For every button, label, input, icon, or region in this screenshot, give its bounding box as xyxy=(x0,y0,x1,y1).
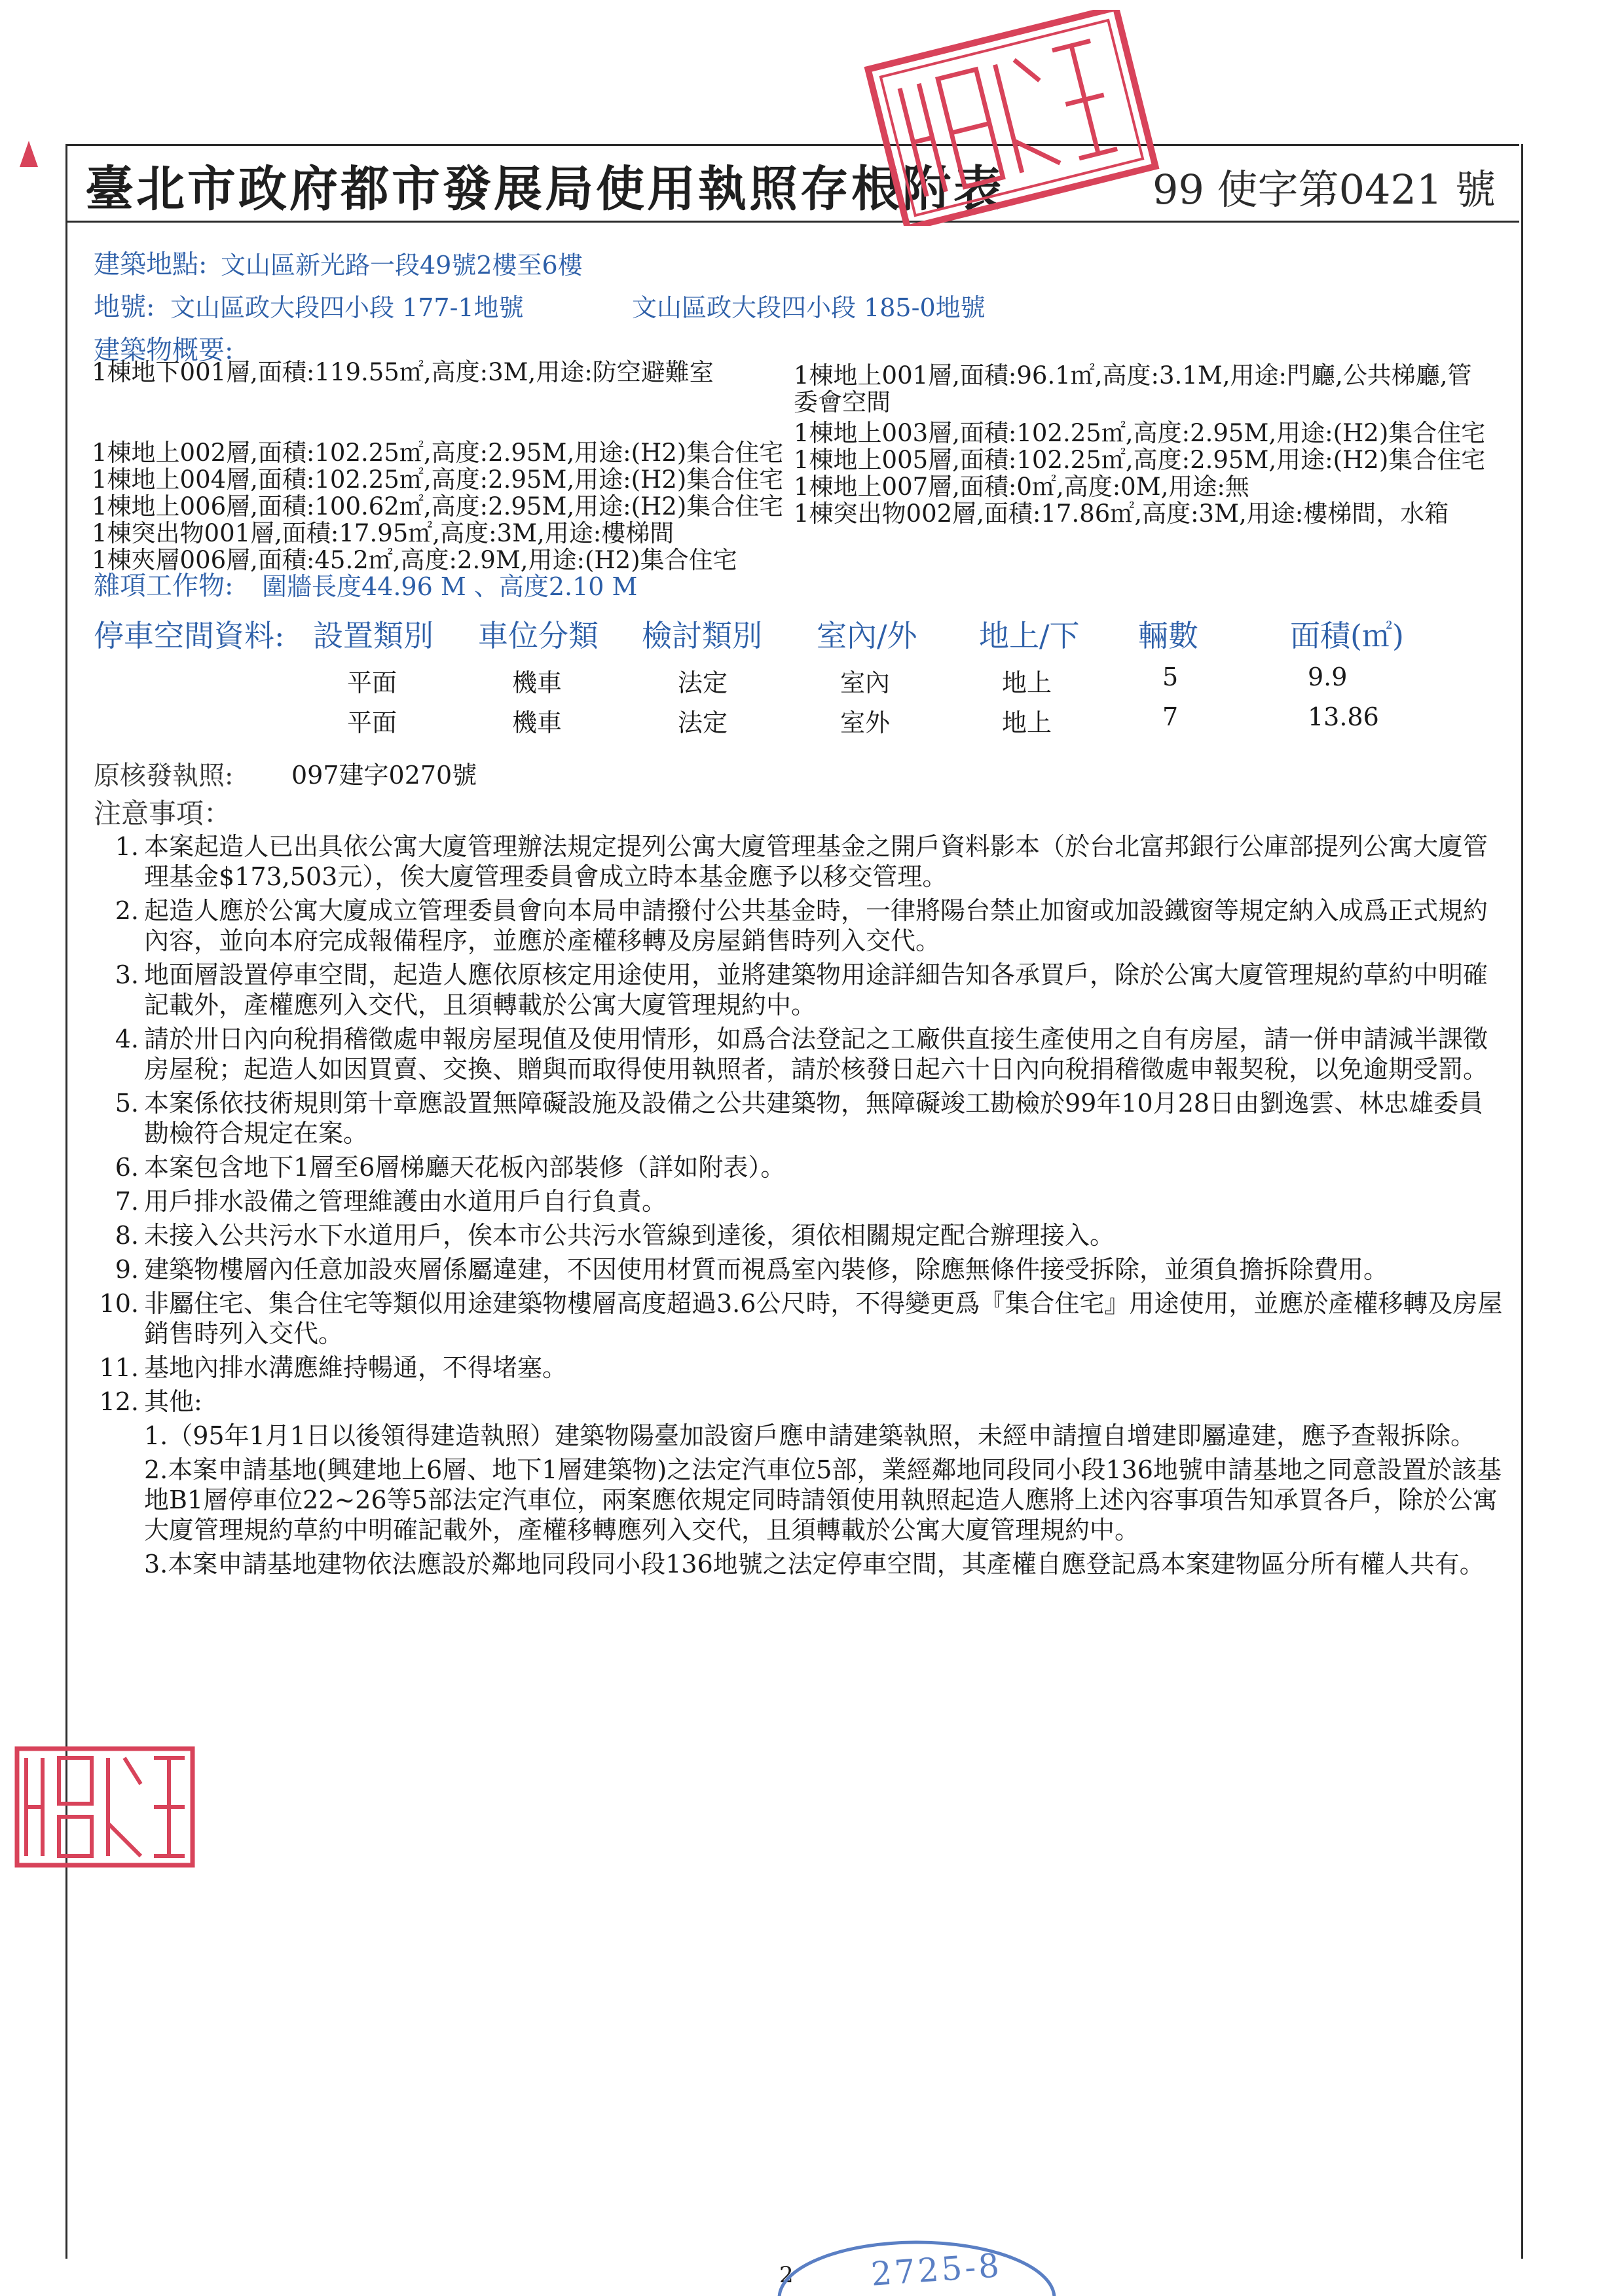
note-sub-item: 2.本案申請基地(興建地上6層、地下1層建築物)之法定汽車位5部，業經鄰地同段同小段136地號申請基地之同意設置於該基地B1層停車位22~26等5部法定汽車位，兩案應依規定同時請領使用執照起造人應將上述內容事項告知承買各戶，除於公寓大廈管理規約草約中明確記載外，產權移轉應列入交代，且須轉載於公寓大廈管理規約中。 xyxy=(144,1455,1502,1544)
original-permit-label: 原核發執照: xyxy=(94,761,234,791)
note-text: 地面層設置停車空間，起造人應依原核定用途使用，並將建築物用途詳細告知各承買戶，除於公寓大廈管理規約草約中明確記載外，產權應列入交代，且須轉載於公寓大廈管理規約中。 xyxy=(144,960,1488,1019)
note-text: 起造人應於公寓大廈成立管理委員會向本局申請撥付公共基金時，一律將陽台禁止加窗或加設鐵窗等規定納入成爲正式規約內容，並向本府完成報備程序，並應於產權移轉及房屋銷售時列入交代。 xyxy=(144,896,1488,955)
note-item xyxy=(98,1353,1506,1383)
note-number: 4. xyxy=(115,1025,139,1053)
note-number: 2. xyxy=(115,896,139,925)
note-text: 基地內排水溝應維持暢通，不得堵塞。 xyxy=(144,1353,568,1382)
note-item xyxy=(98,1186,1506,1216)
summary-right-line: 1棟突出物002層,面積:17.86㎡,高度:3M,用途:樓梯間，水箱 xyxy=(794,500,1449,528)
parking-header-cell: 室內/外 xyxy=(817,618,917,653)
parking-cell: 法定 xyxy=(678,708,728,737)
parking-cell: 地上 xyxy=(1002,668,1052,697)
misc-work-value: 圍牆長度44.96 M 、高度2.10 M xyxy=(262,572,638,601)
original-permit-value: 097建字0270號 xyxy=(291,761,477,790)
note-item xyxy=(98,1288,1506,1349)
note-text: 本案包含地下1層至6層梯廳天花板內部裝修（詳如附表）。 xyxy=(144,1153,786,1182)
note-item xyxy=(98,896,1506,956)
note-sub-item: 1.（95年1月1日以後領得建造執照）建築物陽臺加設窗戶應申請建築執照，未經申請擅自增建即屬違建，應予查報拆除。 xyxy=(144,1421,1475,1450)
margin-mark xyxy=(20,141,38,167)
parking-cell: 5 xyxy=(1162,663,1179,691)
note-item xyxy=(98,1024,1506,1084)
note-number: 1. xyxy=(115,832,139,861)
notes-list xyxy=(98,831,1506,1583)
summary-left-line: 1棟地上002層,面積:102.25㎡,高度:2.95M,用途:(H2)集合住宅 xyxy=(92,439,784,467)
note-number: 3. xyxy=(115,960,139,989)
summary-left-line: 1棟夾層006層,面積:45.2㎡,高度:2.9M,用途:(H2)集合住宅 xyxy=(92,546,737,574)
parking-cell: 法定 xyxy=(678,668,728,697)
building-summary-label: 建築物概要: xyxy=(94,335,234,365)
summary-left-line: 1棟地下001層,面積:119.55㎡,高度:3M,用途:防空避難室 xyxy=(92,358,714,386)
note-number: 8. xyxy=(115,1221,139,1250)
parking-cell: 室外 xyxy=(840,708,891,737)
note-number: 9. xyxy=(115,1255,139,1284)
permit-number: 99 使字第0421 號 xyxy=(1153,166,1496,213)
note-number: 11. xyxy=(99,1353,139,1382)
note-text: 非屬住宅、集合住宅等類似用途建築物樓層高度超過3.6公尺時，不得變更爲『集合住宅』用途使用，並應於產權移轉及房屋銷售時列入交代。 xyxy=(144,1289,1503,1348)
lot-number-value-1: 文山區政大段四小段 177-1地號 xyxy=(170,293,524,322)
lot-number-value-2: 文山區政大段四小段 185-0地號 xyxy=(632,293,986,322)
site-location-value: 文山區新光路一段49號2樓至6樓 xyxy=(221,251,583,280)
parking-cell: 9.9 xyxy=(1308,663,1348,691)
official-seal-top xyxy=(858,10,1166,226)
note-sub-item: 3.本案申請基地建物依法應設於鄰地同段同小段136地號之法定停車空間，其產權自應登記爲本案建物區分所有權人共有。 xyxy=(144,1550,1485,1578)
note-text: 請於卅日內向稅捐稽徵處申報房屋現值及使用情形，如爲合法登記之工廠供直接生產使用之自有房屋，請一併申請減半課徵房屋稅；起造人如因買賣、交換、贈與而取得使用執照者，請於核發日起六十日內向稅捐稽徵處申報契稅，以免逾期受罰。 xyxy=(144,1025,1488,1084)
summary-right-line: 1棟地上003層,面積:102.25㎡,高度:2.95M,用途:(H2)集合住宅 xyxy=(794,419,1486,447)
official-seal-bottom xyxy=(13,1745,196,1869)
parking-label: 停車空間資料: xyxy=(94,618,285,653)
registration-stamp-text: 2725-8 xyxy=(870,2246,1003,2293)
summary-right-line: 1棟地上005層,面積:102.25㎡,高度:2.95M,用途:(H2)集合住宅 xyxy=(794,446,1486,474)
building-summary-left xyxy=(92,359,783,574)
parking-header-cell: 面積(㎡) xyxy=(1290,618,1404,653)
parking-header-cell: 輛數 xyxy=(1138,618,1198,653)
summary-right-line: 1棟地上007層,面積:0㎡,高度:0M,用途:無 xyxy=(794,473,1249,501)
parking-cell: 13.86 xyxy=(1308,702,1379,731)
misc-work-label: 雜項工作物: xyxy=(94,571,234,601)
note-text: 未接入公共污水下水道用戶，俟本市公共污水管線到達後，須依相關規定配合辦理接入。 xyxy=(144,1221,1115,1250)
parking-cell: 室內 xyxy=(840,668,891,697)
page-number: 2 xyxy=(779,2262,794,2288)
note-item xyxy=(98,1254,1506,1285)
summary-right-line: 1棟地上001層,面積:96.1㎡,高度:3.1M,用途:門廳,公共梯廳,管 xyxy=(794,361,1472,390)
note-item xyxy=(98,831,1506,892)
lot-number-label: 地號: xyxy=(94,292,155,322)
summary-left-line: 1棟突出物001層,面積:17.95㎡,高度:3M,用途:樓梯間 xyxy=(92,519,674,547)
note-text: 本案起造人已出具依公寓大廈管理辦法規定提列公寓大廈管理基金之開戶資料影本（於台北富邦銀行公庫部提列公寓大廈管理基金$173,503元），俟大廈管理委員會成立時本基金應予以移交管理。 xyxy=(144,832,1488,891)
summary-right-line: 委會空間 xyxy=(794,388,891,416)
note-number: 10. xyxy=(99,1289,139,1318)
note-text: 用戶排水設備之管理維護由水道用戶自行負責。 xyxy=(144,1187,667,1216)
notes-label: 注意事項： xyxy=(94,797,232,829)
note-number: 12. xyxy=(99,1387,139,1416)
note-number: 6. xyxy=(115,1153,139,1182)
note-item xyxy=(98,960,1506,1020)
parking-header-cell: 地上/下 xyxy=(979,618,1080,653)
summary-left-line: 1棟地上004層,面積:102.25㎡,高度:2.95M,用途:(H2)集合住宅 xyxy=(92,465,784,494)
parking-header-cell: 設置類別 xyxy=(313,618,434,653)
parking-cell: 機車 xyxy=(512,708,563,737)
parking-header-cell: 檢討類別 xyxy=(642,618,762,653)
note-number: 5. xyxy=(115,1089,139,1118)
note-item xyxy=(98,1088,1506,1148)
parking-header-cell: 車位分類 xyxy=(478,618,599,653)
note-text: 建築物樓層內任意加設夾層係屬違建，不因使用材質而視爲室內裝修，除應無條件接受拆除，並須負擔拆除費用。 xyxy=(144,1255,1389,1284)
site-location-label: 建築地點: xyxy=(94,249,208,280)
note-item xyxy=(98,1220,1506,1250)
note-text: 其他: xyxy=(144,1387,202,1416)
note-number: 7. xyxy=(115,1187,139,1216)
note-text: 本案係依技術規則第十章應設置無障礙設施及設備之公共建築物，無障礙竣工勘檢於99年10月28日由劉逸雲、林忠雄委員勘檢符合規定在案。 xyxy=(144,1089,1484,1148)
note-item xyxy=(98,1387,1506,1417)
building-summary-right xyxy=(794,362,1485,527)
parking-cell: 機車 xyxy=(512,668,563,697)
summary-left-line: 1棟地上006層,面積:100.62㎡,高度:2.95M,用途:(H2)集合住宅 xyxy=(92,492,784,520)
note-item xyxy=(98,1152,1506,1182)
parking-cell: 7 xyxy=(1162,702,1179,731)
parking-cell: 地上 xyxy=(1002,708,1052,737)
parking-cell: 平面 xyxy=(347,708,397,737)
document-title: 臺北市政府都市發展局使用執照存根附表 xyxy=(85,161,1005,217)
parking-cell: 平面 xyxy=(347,668,397,697)
